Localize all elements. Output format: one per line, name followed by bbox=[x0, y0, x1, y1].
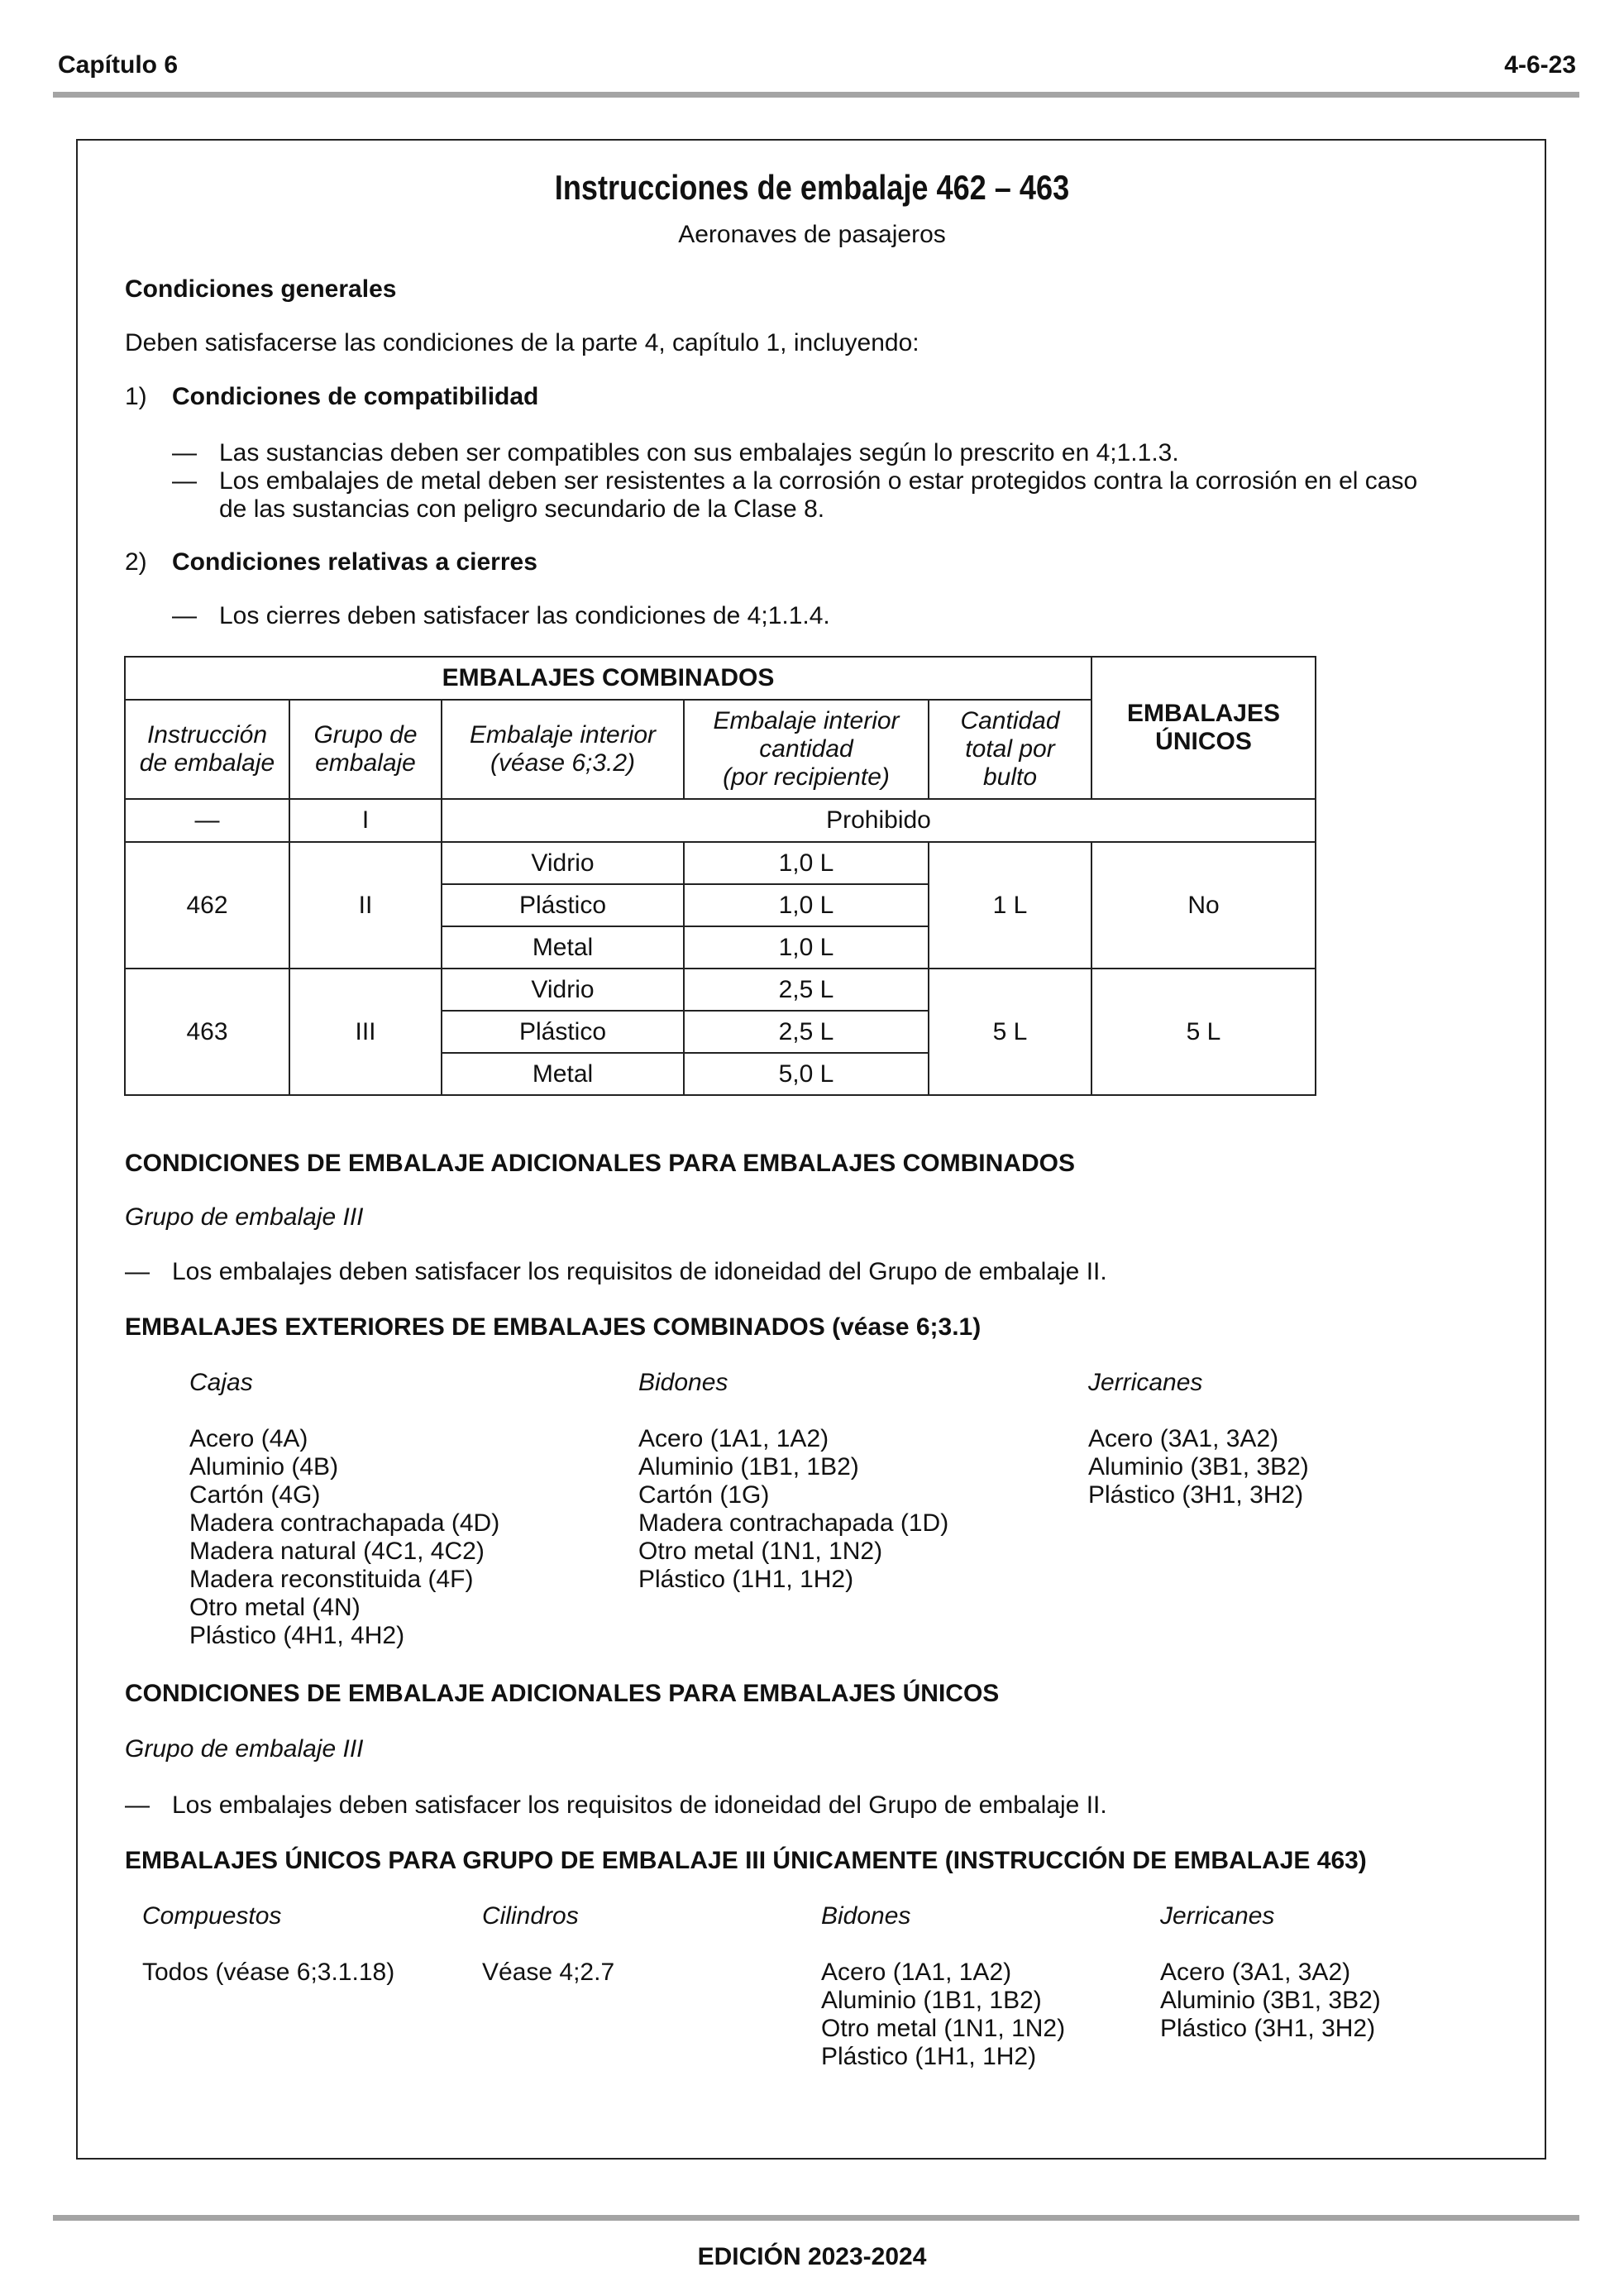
list-item: Cartón (1G) bbox=[638, 1481, 770, 1509]
cell-qty: 5,0 L bbox=[684, 1053, 929, 1095]
list-item: Aluminio (4B) bbox=[189, 1453, 339, 1480]
item2-number: 2) bbox=[125, 548, 147, 576]
outer-column-jerricans bbox=[1088, 1369, 1309, 1509]
bullet-dash: — bbox=[172, 439, 197, 466]
cell-group: III bbox=[289, 969, 442, 1095]
cell-group: I bbox=[289, 799, 442, 842]
list-item: Madera reconstituida (4F) bbox=[189, 1566, 474, 1593]
column-title: Jerricanes bbox=[1088, 1369, 1203, 1396]
cell-total: 1 L bbox=[929, 842, 1091, 969]
cell-qty: 2,5 L bbox=[684, 969, 929, 1011]
list-item: Madera contrachapada (4D) bbox=[189, 1509, 500, 1537]
list-item: Acero (4A) bbox=[189, 1425, 308, 1452]
single-column-cylinders bbox=[482, 1902, 614, 1987]
single-header: EMBALAJES ÚNICOS bbox=[1091, 657, 1316, 799]
single-column-composites bbox=[142, 1902, 394, 1987]
list-item: Plástico (4H1, 4H2) bbox=[189, 1622, 405, 1649]
cell-instruction: — bbox=[125, 799, 289, 842]
list-item: Acero (1A1, 1A2) bbox=[638, 1425, 829, 1452]
list-item: Acero (3A1, 3A2) bbox=[1160, 1959, 1351, 1986]
list-item: Plástico (1H1, 1H2) bbox=[821, 2043, 1037, 2070]
outer-column-boxes bbox=[189, 1369, 499, 1650]
page-title: Instrucciones de embalaje 462 – 463 bbox=[554, 168, 1070, 207]
general-heading: Condiciones generales bbox=[125, 275, 397, 303]
col-header-instruction: Instrucción de embalaje bbox=[125, 700, 289, 799]
additional-combined-bullet: Los embalajes deben satisfacer los requisitos de idoneidad del Grupo de embalaje II. bbox=[172, 1258, 1107, 1285]
item1-bullet-2: Los embalajes de metal deben ser resistentes a la corrosión o estar protegidos contra la corrosión en el caso bbox=[219, 467, 1418, 495]
combined-header: EMBALAJES COMBINADOS bbox=[125, 657, 1091, 700]
list-item: Acero (3A1, 3A2) bbox=[1088, 1425, 1279, 1452]
cell-material: Plástico bbox=[442, 1011, 684, 1053]
additional-combined-group: Grupo de embalaje III bbox=[125, 1203, 364, 1231]
list-item: Aluminio (3B1, 3B2) bbox=[1088, 1453, 1309, 1480]
col-header-inner: Embalaje interior (véase 6;3.2) bbox=[442, 700, 684, 799]
page-number: 4-6-23 bbox=[1504, 51, 1576, 79]
cell-material: Metal bbox=[442, 1053, 684, 1095]
bullet-dash: — bbox=[125, 1258, 150, 1285]
list-item: Aluminio (1B1, 1B2) bbox=[821, 1987, 1042, 2014]
outer-column-drums bbox=[638, 1369, 948, 1594]
additional-combined-heading: CONDICIONES DE EMBALAJE ADICIONALES PARA EMBALAJES COMBINADOS bbox=[125, 1150, 1075, 1177]
column-title: Compuestos bbox=[142, 1902, 282, 1930]
column-title: Bidones bbox=[638, 1369, 728, 1396]
cell-material: Vidrio bbox=[442, 842, 684, 884]
list-item: Plástico (1H1, 1H2) bbox=[638, 1566, 854, 1593]
bullet-dash: — bbox=[172, 467, 197, 495]
cell-qty: 1,0 L bbox=[684, 884, 929, 926]
column-title: Jerricanes bbox=[1160, 1902, 1275, 1930]
item1-title: Condiciones de compatibilidad bbox=[172, 383, 539, 410]
list-item: Otro metal (1N1, 1N2) bbox=[638, 1538, 883, 1565]
cell-qty: 1,0 L bbox=[684, 926, 929, 969]
chapter-label: Capítulo 6 bbox=[58, 51, 179, 79]
list-item: Madera natural (4C1, 4C2) bbox=[189, 1538, 485, 1565]
outer-heading: EMBALAJES EXTERIORES DE EMBALAJES COMBINADOS (véase 6;3.1) bbox=[125, 1313, 982, 1341]
packing-table bbox=[124, 656, 1316, 1096]
cell-material: Plástico bbox=[442, 884, 684, 926]
list-item: Madera contrachapada (1D) bbox=[638, 1509, 949, 1537]
list-item: Otro metal (4N) bbox=[189, 1594, 361, 1621]
table-row bbox=[125, 842, 1316, 884]
cell-single: No bbox=[1091, 842, 1316, 969]
cell-single: 5 L bbox=[1091, 969, 1316, 1095]
item1-bullet-2-cont: de las sustancias con peligro secundario de la Clase 8. bbox=[219, 495, 825, 523]
list-item: Plástico (3H1, 3H2) bbox=[1160, 2015, 1376, 2042]
cell-qty: 1,0 L bbox=[684, 842, 929, 884]
single-heading: EMBALAJES ÚNICOS PARA GRUPO DE EMBALAJE III ÚNICAMENTE (INSTRUCCIÓN DE EMBALAJE 463) bbox=[125, 1847, 1367, 1874]
bullet-dash: — bbox=[172, 602, 197, 629]
list-item: Aluminio (1B1, 1B2) bbox=[638, 1453, 859, 1480]
column-title: Cilindros bbox=[482, 1902, 579, 1930]
list-item: Acero (1A1, 1A2) bbox=[821, 1959, 1012, 1986]
additional-single-group: Grupo de embalaje III bbox=[125, 1735, 364, 1763]
col-header-inner-qty: Embalaje interior cantidad (por recipiente) bbox=[684, 700, 929, 799]
additional-single-bullet: Los embalajes deben satisfacer los requisitos de idoneidad del Grupo de embalaje II. bbox=[172, 1791, 1107, 1819]
list-item: Cartón (4G) bbox=[189, 1481, 321, 1509]
item1-bullet-1: Las sustancias deben ser compatibles con sus embalajes según lo prescrito en 4;1.1.3. bbox=[219, 439, 1179, 466]
col-header-total: Cantidad total por bulto bbox=[929, 700, 1091, 799]
list-item: Otro metal (1N1, 1N2) bbox=[821, 2015, 1066, 2042]
cell-material: Metal bbox=[442, 926, 684, 969]
cell-material: Vidrio bbox=[442, 969, 684, 1011]
list-item: Véase 4;2.7 bbox=[482, 1959, 615, 1986]
item2-bullet-1: Los cierres deben satisfacer las condiciones de 4;1.1.4. bbox=[219, 602, 830, 629]
item2-title: Condiciones relativas a cierres bbox=[172, 548, 537, 576]
bullet-dash: — bbox=[125, 1791, 150, 1819]
header-rule bbox=[53, 92, 1579, 98]
cell-group: II bbox=[289, 842, 442, 969]
column-title: Cajas bbox=[189, 1369, 253, 1396]
item1-number: 1) bbox=[125, 383, 147, 410]
col-header-group: Grupo de embalaje bbox=[289, 700, 442, 799]
table-row bbox=[125, 969, 1316, 1011]
list-item: Todos (véase 6;3.1.18) bbox=[142, 1959, 395, 1986]
footer-rule bbox=[53, 2215, 1579, 2221]
list-item: Plástico (3H1, 3H2) bbox=[1088, 1481, 1304, 1509]
single-column-jerricans bbox=[1160, 1902, 1381, 2043]
cell-qty: 2,5 L bbox=[684, 1011, 929, 1053]
table-row bbox=[125, 799, 1316, 842]
single-column-drums bbox=[821, 1902, 1065, 2071]
cell-instruction: 463 bbox=[125, 969, 289, 1095]
edition-footer: EDICIÓN 2023-2024 bbox=[697, 2243, 927, 2270]
cell-instruction: 462 bbox=[125, 842, 289, 969]
additional-single-heading: CONDICIONES DE EMBALAJE ADICIONALES PARA EMBALAJES ÚNICOS bbox=[125, 1680, 1000, 1707]
cell-total: 5 L bbox=[929, 969, 1091, 1095]
general-intro: Deben satisfacerse las condiciones de la parte 4, capítulo 1, incluyendo: bbox=[125, 329, 919, 356]
cell-forbidden: Prohibido bbox=[442, 799, 1316, 842]
page-subtitle: Aeronaves de pasajeros bbox=[678, 221, 946, 248]
column-title: Bidones bbox=[821, 1902, 911, 1930]
list-item: Aluminio (3B1, 3B2) bbox=[1160, 1987, 1381, 2014]
